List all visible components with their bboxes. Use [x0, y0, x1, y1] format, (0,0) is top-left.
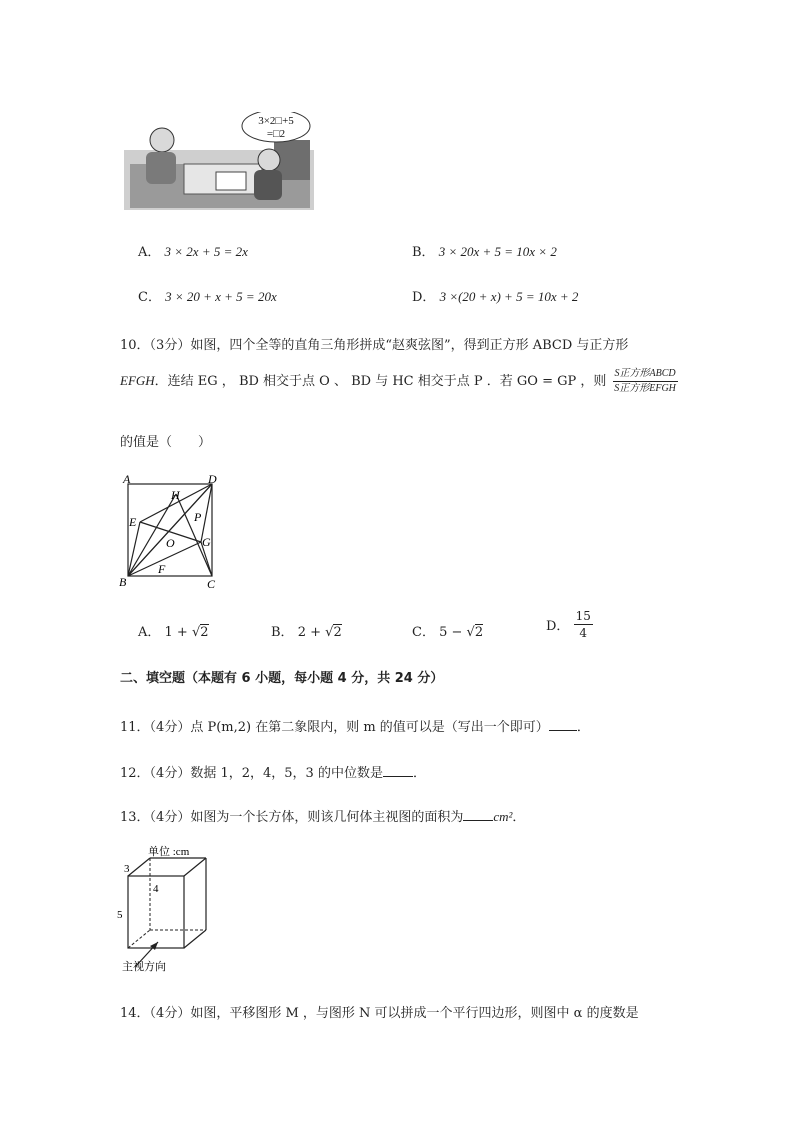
option-letter: C．: [412, 625, 435, 640]
sqrt-sign: √: [325, 625, 334, 640]
option-expr: 3 ×(20 + x) + 5 = 10x + 2: [439, 289, 579, 304]
q12-line: [120, 762, 426, 781]
label-e: E: [129, 515, 137, 529]
option-letter: C．: [138, 290, 161, 305]
radicand: 2: [200, 625, 209, 640]
question-number: 10．: [120, 338, 150, 353]
question-text: ．连结 EG ， BD 相交于点 O 、 BD 与 HC 相交于点 P ．若 GO = GP ，则: [154, 374, 607, 389]
question-number: 13．: [120, 810, 150, 825]
question-score: （4分）: [149, 810, 191, 825]
question-end: ．: [412, 766, 426, 781]
q10-option-a: [138, 621, 209, 640]
question-text: 如图，平移图形 M ，与图形 N 可以拼成一个平行四边形，则图中 α 的度数是: [190, 1006, 639, 1021]
q10-line-1: [120, 334, 628, 353]
option-expr: 1 +: [164, 625, 192, 640]
q10-option-b: [271, 621, 342, 640]
question-number: 14．: [120, 1006, 150, 1021]
label-d: D: [208, 472, 217, 486]
question-number: 11．: [120, 720, 150, 735]
question-score: （4分）: [149, 766, 191, 781]
fraction-denominator: 4: [579, 626, 588, 640]
answer-blank[interactable]: [549, 718, 577, 731]
option-expr: 3 × 2x + 5 = 2x: [164, 244, 248, 259]
q14-line: [120, 1002, 639, 1021]
option-fraction: [574, 610, 593, 639]
square-name: EFGH: [120, 373, 155, 388]
answer-blank[interactable]: [383, 764, 413, 777]
label-p: P: [194, 510, 202, 524]
option-expr: 3 × 20 + x + 5 = 20x: [165, 289, 277, 304]
question-score: （4分）: [149, 720, 191, 735]
cuboid-figure: [112, 842, 222, 977]
q9-option-a: [138, 241, 248, 260]
option-letter: B．: [412, 245, 435, 260]
dim-5: 5: [117, 909, 123, 921]
q13-line: [120, 806, 525, 825]
question-end: ．: [512, 810, 526, 825]
q10-line-3: [120, 431, 211, 450]
question-text: 如图为一个长方体，则该几何体主视图的面积为: [190, 810, 464, 825]
option-letter: D．: [412, 290, 436, 305]
fraction-numerator: 15: [575, 609, 591, 623]
option-expr: 5 −: [439, 625, 467, 640]
label-f: F: [158, 562, 166, 576]
question-number: 12．: [120, 766, 150, 781]
unit: cm²: [493, 809, 513, 824]
sqrt-sign: √: [191, 625, 201, 640]
question-score: （4分）: [149, 1006, 191, 1021]
label-g: G: [202, 535, 211, 549]
q10-option-c: [412, 621, 483, 640]
zhao-shuang-figure: [116, 472, 226, 592]
question-text: 点 P(m,2) 在第二象限内，则 m 的值可以是（写出一个即可）: [190, 720, 549, 735]
sqrt-sign: √: [466, 625, 475, 640]
option-letter: A．: [138, 245, 161, 260]
question-text: 的值是（ ）: [120, 435, 212, 450]
option-expr: 3 × 20x + 5 = 10x × 2: [438, 244, 557, 259]
radicand: 2: [333, 625, 342, 640]
q11-line: [120, 716, 590, 735]
label-b: B: [119, 575, 127, 589]
label-c: C: [207, 577, 216, 591]
question-end: ．: [576, 720, 590, 735]
answer-blank[interactable]: [463, 808, 493, 821]
question-text: 如图，四个全等的直角三角形拼成“赵爽弦图”，得到正方形 ABCD 与正方形: [190, 338, 629, 353]
bubble-line-1: 3×2□+5: [258, 115, 294, 127]
label-h: H: [171, 488, 180, 502]
section-heading: 二、填空题（本题有 6 小题，每小题 4 分，共 24 分）: [120, 671, 444, 686]
label-o: O: [166, 536, 175, 550]
q9-illustration: [124, 112, 314, 210]
label-a: A: [123, 472, 131, 486]
option-letter: A．: [138, 625, 161, 640]
q9-option-c: [138, 286, 277, 305]
dim-3: 3: [124, 863, 130, 875]
option-letter: B．: [271, 625, 294, 640]
dim-4: 4: [153, 883, 159, 895]
q10-line-2: [120, 369, 678, 394]
option-expr: 2 +: [297, 625, 326, 640]
bubble-line-2: =□2: [266, 128, 286, 140]
fraction-denominator: S正方形EFGH: [614, 383, 676, 394]
fraction-numerator: S正方形ABCD: [613, 369, 678, 382]
area-ratio-fraction: [613, 369, 678, 394]
q10-option-d: [546, 610, 593, 639]
question-score: （3分）: [149, 338, 191, 353]
unit-label: 单位 :cm: [148, 846, 190, 858]
radicand: 2: [474, 625, 484, 640]
q9-option-d: [412, 286, 578, 305]
q9-option-b: [412, 241, 557, 260]
question-text: 数据 1，2，4，5，3 的中位数是: [190, 766, 383, 781]
option-letter: D．: [546, 619, 570, 634]
view-direction-label: 主视方向: [122, 961, 166, 973]
